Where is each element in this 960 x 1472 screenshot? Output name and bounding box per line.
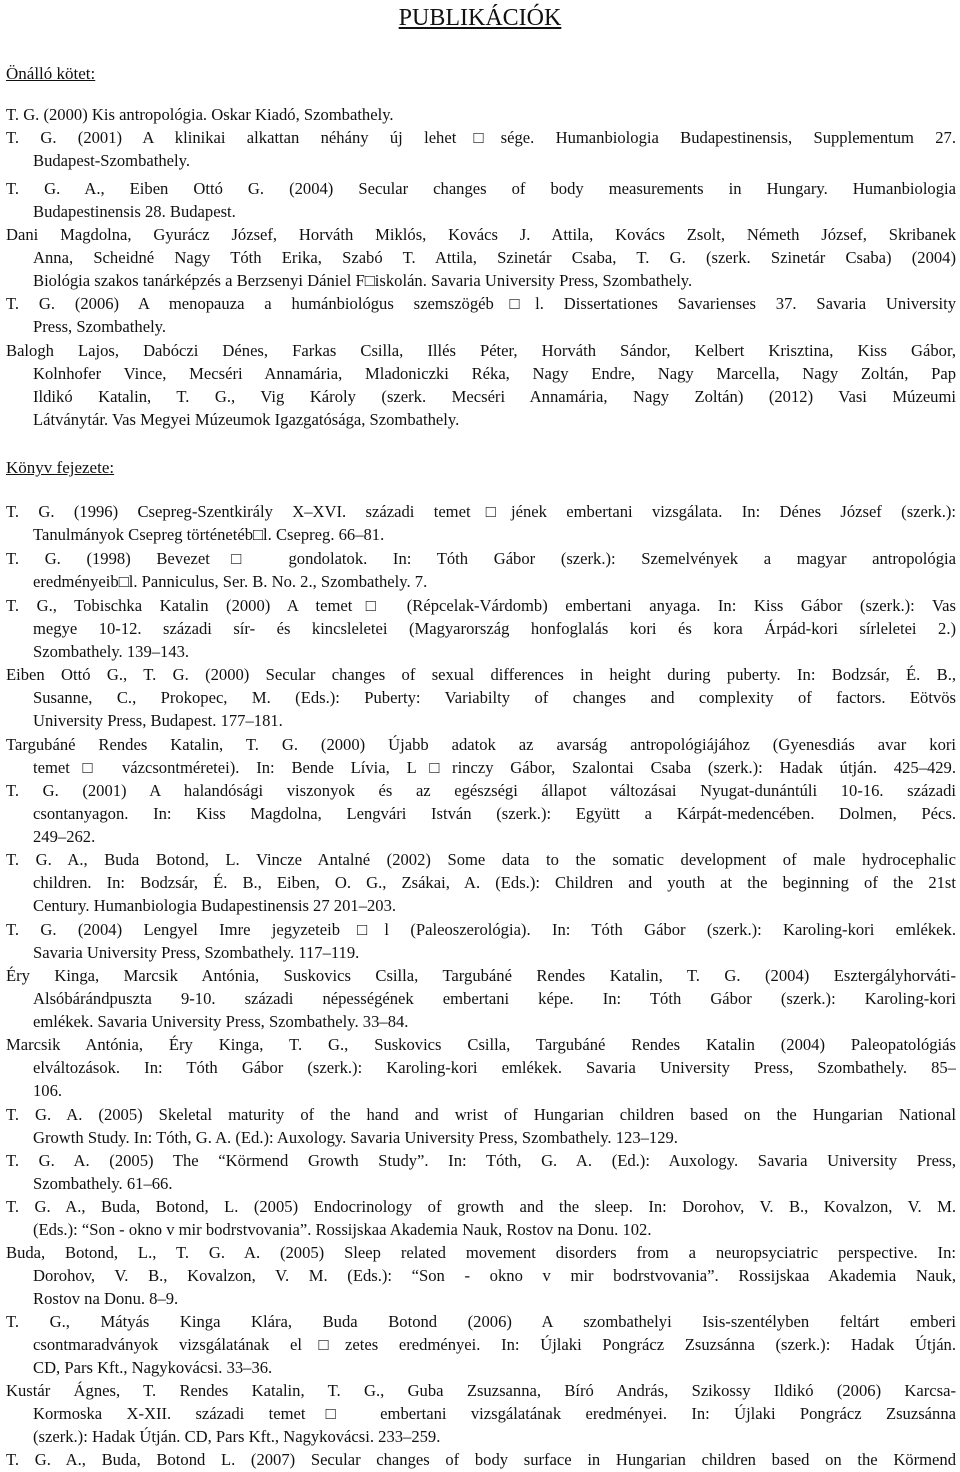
publication-line: Dorohov, V. B., Kovalzon, V. M. (Eds.): “Son - okno v mir bodrstvovania”. Rossijskaa Akademia Nauk, xyxy=(33,1266,956,1286)
publication-entry xyxy=(6,594,956,663)
publication-line: Press, Szombathely. xyxy=(33,317,167,337)
publication-line: Éry Kinga, Marcsik Antónia, Suskovics Csilla, Targubáné Rendes Katalin, T. G. (2004) Esztergályhorváti- xyxy=(6,966,956,985)
publication-line: T. G., Tobischka Katalin (2000) A temet□ (Répcelak-Várdomb) embertani anyaga. In: Kiss Gábor (szerk.): Vas xyxy=(6,596,956,615)
publication-entry xyxy=(6,1103,956,1149)
publication-entry xyxy=(6,918,956,964)
publication-line: Kormoska X-XII. századi temet□ embertani vizsgálatának eredményei. In: Újlaki Pongrácz Zsuzsánna xyxy=(33,1404,956,1424)
publication-entry xyxy=(6,1033,956,1102)
publication-line: Buda, Botond, L., T. G. A. (2005) Sleep related movement disorders from a neuropsyciatric perspective. In: xyxy=(6,1243,956,1262)
publication-line: T. G. (2001) A klinikai alkattan néhány új lehet□sége. Humanbiologia Budapestinensis, Supplementum 27. xyxy=(6,128,956,147)
page-title: PUBLIKÁCIÓK xyxy=(398,5,562,31)
publication-line: Susanne, C., Prokopec, M. (Eds.): Puberty: Variabilty of changes and complexity of factors. Eötvös xyxy=(33,688,956,708)
publication-line: Century. Humanbiologia Budapestinensis 27 201–203. xyxy=(33,896,397,916)
publication-line: Anna, Scheidné Nagy Tóth Erika, Szabó T. Attila, Szinetár Csaba, T. G. (szerk. Szinetár Csaba) (2004) xyxy=(33,248,956,268)
publication-line: Rostov na Donu. 8–9. xyxy=(33,1289,179,1309)
publication-entry xyxy=(6,292,956,338)
publication-line: T. G. A. (2005) Skeletal maturity of the hand and wrist of Hungarian children based on the Hungarian National xyxy=(6,1105,956,1124)
section-heading-chapters: Könyv fejezete: xyxy=(6,458,115,477)
publication-entry xyxy=(6,1310,956,1379)
publication-line: T. G., Mátyás Kinga Klára, Buda Botond (2006) A szombathelyi Isis-szentélyben feltárt emberi xyxy=(6,1312,956,1331)
publication-line: University Press, Budapest. 177–181. xyxy=(33,711,283,731)
section-heading-books: Önálló kötet: xyxy=(6,64,96,83)
publication-line: csontmaradványok vizsgálatának el□zetes eredményei. In: Újlaki Pongrácz Zsuzsánna (szerk.): Hadak Útján. xyxy=(33,1335,956,1355)
publication-line: T. G. A. (2005) The “Körmend Growth Study”. In: Tóth, G. A. (Ed.): Auxology. Savaria University Press, xyxy=(6,1151,956,1170)
publication-entry xyxy=(6,339,956,431)
publication-line: Tanulmányok Csepreg történetéb□l. Csepreg. 66–81. xyxy=(33,525,385,545)
publication-line: Budapestinensis 28. Budapest. xyxy=(33,202,236,222)
publication-line: T. G. A., Buda, Botond L. (2007) Secular changes of body surface in Hungarian children based on the Körmend xyxy=(6,1450,956,1469)
publication-line: csontanyagon. In: Kiss Magdolna, Lengvári István (szerk.): Együtt a Kárpát-medencében. Dolmen, Pécs. xyxy=(33,804,956,824)
publication-entry xyxy=(6,663,956,732)
publication-line: Ildikó Katalin, T. G., Vig Károly (szerk. Mecséri Annamária, Nagy Zoltán) (2012) Vasi Múzeumi xyxy=(33,387,956,407)
publication-entry xyxy=(6,1195,956,1241)
publication-line: T. G. (2004) Lengyel Imre jegyzeteib□l (Paleoszerológia). In: Tóth Gábor (szerk.): Karoling-kori emlékek. xyxy=(6,920,956,939)
publication-line: eredményeib□l. Panniculus, Ser. B. No. 2., Szombathely. 7. xyxy=(33,572,428,592)
publication-line: Growth Study. In: Tóth, G. A. (Ed.): Auxology. Savaria University Press, Szombathely. 123–129. xyxy=(33,1128,678,1148)
publication-line: Budapest-Szombathely. xyxy=(33,151,190,171)
publication-line: T. G. (2001) A halandósági viszonyok és az egészségi állapot változásai Nyugat-dunántúli 10-16. századi xyxy=(6,781,956,800)
publication-entry xyxy=(6,779,956,848)
publication-line: CD, Pars Kft., Nagykovácsi. 33–36. xyxy=(33,1358,273,1378)
publication-entry xyxy=(6,103,956,126)
publication-line: emlékek. Savaria University Press, Szombathely. 33–84. xyxy=(33,1012,409,1032)
publication-line: (Eds.): “Son - okno v mir bodrstvovania”. Rossijskaa Akademia Nauk, Rostov na Donu. 102. xyxy=(33,1220,652,1240)
publication-line: temet□ vázcsontméretei). In: Bende Lívia, L□rinczy Gábor, Szalontai Csaba (szerk.): Hadak útján. 425–429. xyxy=(33,758,956,778)
publication-line: T. G. (2000) Kis antropológia. Oskar Kiadó, Szombathely. xyxy=(6,105,394,124)
publication-entry xyxy=(6,1241,956,1310)
publication-line: (szerk.): Hadak Útján. CD, Pars Kft., Nagykovácsi. 233–259. xyxy=(33,1427,441,1447)
publication-entry xyxy=(6,500,956,546)
publication-line: Dani Magdolna, Gyurácz József, Horváth Miklós, Kovács J. Attila, Kovács Zsolt, Németh József, Skribanek xyxy=(6,225,956,244)
publication-line: T. G. A., Buda Botond, L. Vincze Antalné (2002) Some data to the somatic development of male hydrocephalic xyxy=(6,850,956,869)
publication-line: 106. xyxy=(33,1081,63,1101)
publication-line: Szombathely. 139–143. xyxy=(33,642,190,662)
publication-line: Targubáné Rendes Katalin, T. G. (2000) Újabb adatok az avarság antropológiájához (Gyenesdiás avar kori xyxy=(6,735,956,754)
publication-line: T. G. A., Eiben Ottó G. (2004) Secular changes of body measurements in Hungary. Humanbiologia xyxy=(6,179,956,198)
publication-entry xyxy=(6,848,956,917)
publication-entry xyxy=(6,964,956,1033)
publication-entry xyxy=(6,733,956,779)
publication-line: Szombathely. 61–66. xyxy=(33,1174,173,1194)
publication-entry xyxy=(6,177,956,223)
publication-line: elváltozások. In: Tóth Gábor (szerk.): Karoling-kori emlékek. Savaria University Press, Szombathely. 85– xyxy=(33,1058,956,1078)
publication-line: 249–262. xyxy=(33,827,96,847)
publication-line: Savaria University Press, Szombathely. 117–119. xyxy=(33,943,360,963)
publication-entry xyxy=(6,547,956,593)
publication-line: T. G. (1996) Csepreg-Szentkirály X–XVI. századi temet□jének embertani vizsgálata. In: Dénes József (szerk.): xyxy=(6,502,956,521)
publication-line: megye 10-12. századi sír- és kincsleletei (Magyarország honfoglalás kori és kora Árpád-kori sírleletei 2.) xyxy=(33,619,956,639)
publication-line: Biológia szakos tanárképzés a Berzsenyi Dániel F□iskolán. Savaria University Press, Szombathely. xyxy=(33,271,693,291)
publication-line: T. G. (1998) Bevezet□ gondolatok. In: Tóth Gábor (szerk.): Szemelvények a magyar antropológia xyxy=(6,549,956,568)
publication-entry xyxy=(6,126,956,172)
publication-entry xyxy=(6,223,956,292)
publication-line: Eiben Ottó G., T. G. (2000) Secular changes of sexual differences in height during puberty. In: Bodzsár, É. B., xyxy=(6,665,956,684)
publication-entry xyxy=(6,1379,956,1448)
publication-line: Marcsik Antónia, Éry Kinga, T. G., Suskovics Csilla, Targubáné Rendes Katalin (2004) Paleopatológiás xyxy=(6,1035,956,1054)
publication-line: T. G. A., Buda, Botond, L. (2005) Endocrinology of growth and the sleep. In: Dorohov, V. B., Kovalzon, V. M. xyxy=(6,1197,956,1216)
publication-line: Alsóbárándpuszta 9-10. századi népességének embertani képe. In: Tóth Gábor (szerk.): Karoling-kori xyxy=(33,989,956,1009)
publication-line: Kustár Ágnes, T. Rendes Katalin, T. G., Guba Zsuzsanna, Bíró András, Szikossy Ildikó (2006) Karcsa- xyxy=(6,1381,956,1400)
publication-line: T. G. (2006) A menopauza a humánbiológus szemszögéb□l. Dissertationes Savarienses 37. Savaria University xyxy=(6,294,956,313)
publication-line: Látványtár. Vas Megyei Múzeumok Igazgatósága, Szombathely. xyxy=(33,410,460,430)
publication-line: Balogh Lajos, Dabóczi Dénes, Farkas Csilla, Illés Péter, Horváth Sándor, Kelbert Krisztina, Kiss Gábor, xyxy=(6,341,956,360)
publication-line: Kolnhofer Vince, Mecséri Annamária, Mladoniczki Réka, Nagy Endre, Nagy Marcella, Nagy Zoltán, Pap xyxy=(33,364,956,384)
publication-line: children. In: Bodzsár, É. B., Eiben, O. G., Zsákai, A. (Eds.): Children and youth at the beginning of the 21st xyxy=(33,873,956,893)
publication-entry xyxy=(6,1448,956,1471)
publication-entry xyxy=(6,1149,956,1195)
